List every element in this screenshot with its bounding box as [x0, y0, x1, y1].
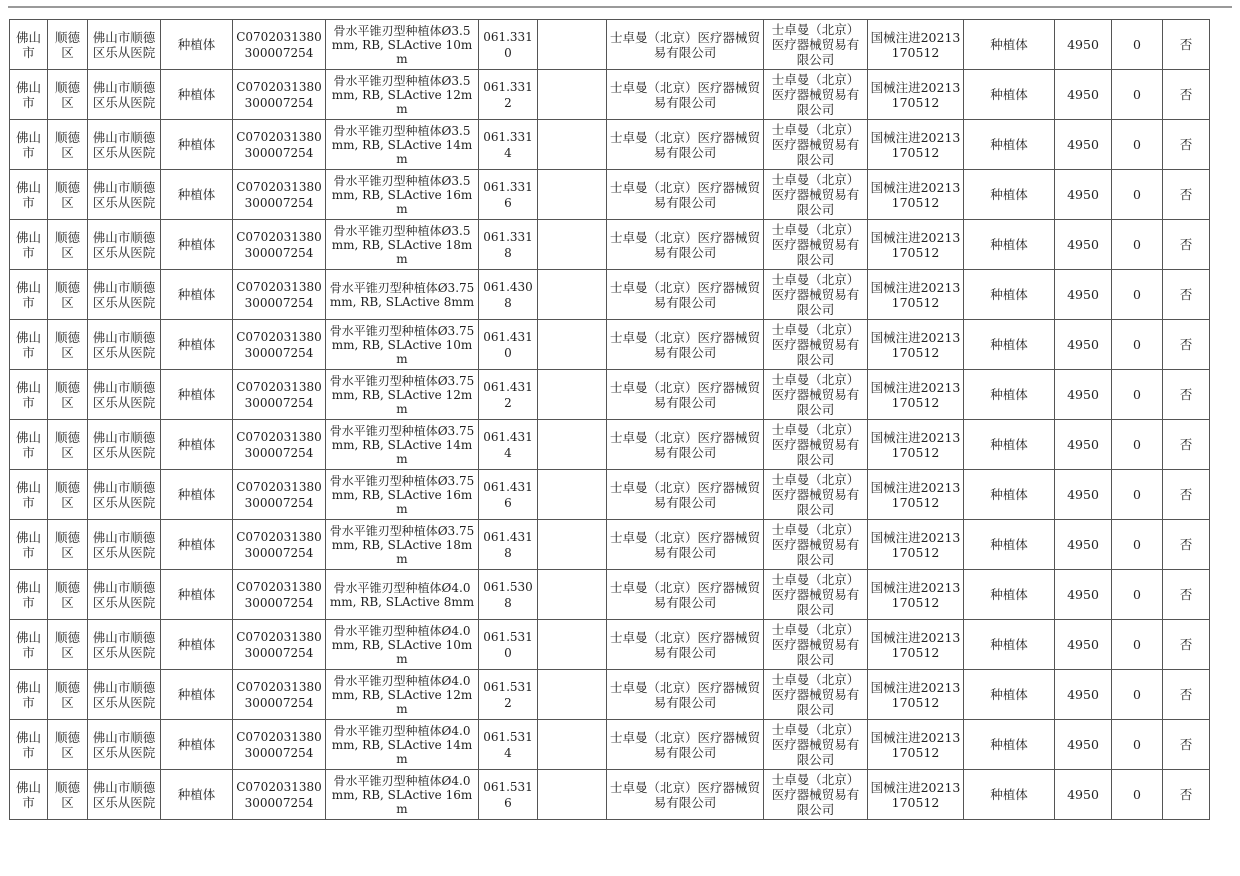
table-row: [10, 720, 1210, 770]
cell-supplier: 士卓曼（北京）医疗器械贸易有限公司: [607, 720, 764, 770]
cell-city: 佛山市: [10, 370, 48, 420]
cell-product-code: C0702031380300007254: [233, 170, 326, 220]
cell-registration-number: 国械注进20213170512: [868, 170, 964, 220]
cell-flag: 否: [1163, 720, 1210, 770]
table-row: [10, 20, 1210, 70]
cell-district: 顺德区: [48, 370, 88, 420]
cell-batch: [538, 670, 607, 720]
cell-model-number: 061.3316: [479, 170, 538, 220]
table-row: [10, 770, 1210, 820]
cell-product-code: C0702031380300007254: [233, 220, 326, 270]
cell-registrant: 士卓曼（北京）医疗器械贸易有限公司: [764, 370, 868, 420]
table-row: [10, 170, 1210, 220]
cell-flag: 否: [1163, 620, 1210, 670]
cell-model-number: 061.5310: [479, 620, 538, 670]
cell-specification: 骨水平锥刃型种植体Ø3.75mm, RB, SLActive 18mm: [326, 520, 479, 570]
cell-district: 顺德区: [48, 620, 88, 670]
cell-registrant: 士卓曼（北京）医疗器械贸易有限公司: [764, 470, 868, 520]
cell-registration-number: 国械注进20213170512: [868, 570, 964, 620]
cell-batch: [538, 720, 607, 770]
cell-price: 4950: [1055, 420, 1112, 470]
cell-hospital: 佛山市顺德区乐从医院: [88, 570, 161, 620]
cell-product-name: 种植体: [964, 120, 1055, 170]
cell-quantity: 0: [1112, 270, 1163, 320]
cell-quantity: 0: [1112, 20, 1163, 70]
cell-price: 4950: [1055, 220, 1112, 270]
cell-batch: [538, 470, 607, 520]
cell-quantity: 0: [1112, 470, 1163, 520]
cell-product-name: 种植体: [964, 520, 1055, 570]
cell-hospital: 佛山市顺德区乐从医院: [88, 270, 161, 320]
cell-city: 佛山市: [10, 570, 48, 620]
cell-product-name: 种植体: [964, 720, 1055, 770]
cell-hospital: 佛山市顺德区乐从医院: [88, 520, 161, 570]
cell-city: 佛山市: [10, 20, 48, 70]
cell-quantity: 0: [1112, 520, 1163, 570]
cell-product-name: 种植体: [964, 320, 1055, 370]
cell-district: 顺德区: [48, 520, 88, 570]
cell-registrant: 士卓曼（北京）医疗器械贸易有限公司: [764, 620, 868, 670]
cell-registration-number: 国械注进20213170512: [868, 320, 964, 370]
cell-specification: 骨水平锥刃型种植体Ø3.75mm, RB, SLActive 14mm: [326, 420, 479, 470]
cell-batch: [538, 220, 607, 270]
cell-flag: 否: [1163, 70, 1210, 120]
cell-category: 种植体: [161, 170, 233, 220]
cell-model-number: 061.5316: [479, 770, 538, 820]
cell-product-code: C0702031380300007254: [233, 720, 326, 770]
cell-specification: 骨水平锥刃型种植体Ø3.5mm, RB, SLActive 10mm: [326, 20, 479, 70]
cell-city: 佛山市: [10, 620, 48, 670]
cell-district: 顺德区: [48, 170, 88, 220]
cell-hospital: 佛山市顺德区乐从医院: [88, 420, 161, 470]
cell-product-code: C0702031380300007254: [233, 570, 326, 620]
cell-product-code: C0702031380300007254: [233, 270, 326, 320]
cell-category: 种植体: [161, 70, 233, 120]
cell-category: 种植体: [161, 20, 233, 70]
table-row: [10, 320, 1210, 370]
cell-registrant: 士卓曼（北京）医疗器械贸易有限公司: [764, 220, 868, 270]
cell-price: 4950: [1055, 270, 1112, 320]
cell-specification: 骨水平锥刃型种植体Ø4.0mm, RB, SLActive 14mm: [326, 720, 479, 770]
cell-price: 4950: [1055, 120, 1112, 170]
cell-registration-number: 国械注进20213170512: [868, 470, 964, 520]
cell-registration-number: 国械注进20213170512: [868, 520, 964, 570]
cell-district: 顺德区: [48, 720, 88, 770]
cell-specification: 骨水平锥刃型种植体Ø4.0mm, RB, SLActive 16mm: [326, 770, 479, 820]
cell-price: 4950: [1055, 320, 1112, 370]
cell-price: 4950: [1055, 570, 1112, 620]
cell-registrant: 士卓曼（北京）医疗器械贸易有限公司: [764, 320, 868, 370]
table-row: [10, 420, 1210, 470]
cell-quantity: 0: [1112, 370, 1163, 420]
cell-category: 种植体: [161, 770, 233, 820]
cell-flag: 否: [1163, 520, 1210, 570]
cell-product-name: 种植体: [964, 20, 1055, 70]
cell-category: 种植体: [161, 720, 233, 770]
cell-batch: [538, 620, 607, 670]
cell-city: 佛山市: [10, 70, 48, 120]
cell-specification: 骨水平锥刃型种植体Ø3.75mm, RB, SLActive 8mm: [326, 270, 479, 320]
cell-category: 种植体: [161, 320, 233, 370]
cell-product-name: 种植体: [964, 670, 1055, 720]
cell-quantity: 0: [1112, 120, 1163, 170]
cell-specification: 骨水平锥刃型种植体Ø3.75mm, RB, SLActive 10mm: [326, 320, 479, 370]
cell-category: 种植体: [161, 570, 233, 620]
cell-district: 顺德区: [48, 220, 88, 270]
cell-category: 种植体: [161, 520, 233, 570]
cell-specification: 骨水平锥刃型种植体Ø3.5mm, RB, SLActive 12mm: [326, 70, 479, 120]
cell-price: 4950: [1055, 170, 1112, 220]
cell-product-code: C0702031380300007254: [233, 320, 326, 370]
cell-district: 顺德区: [48, 470, 88, 520]
cell-model-number: 061.5314: [479, 720, 538, 770]
cell-price: 4950: [1055, 470, 1112, 520]
cell-supplier: 士卓曼（北京）医疗器械贸易有限公司: [607, 420, 764, 470]
cell-flag: 否: [1163, 570, 1210, 620]
cell-supplier: 士卓曼（北京）医疗器械贸易有限公司: [607, 120, 764, 170]
cell-registration-number: 国械注进20213170512: [868, 770, 964, 820]
cell-price: 4950: [1055, 70, 1112, 120]
cell-model-number: 061.4318: [479, 520, 538, 570]
cell-supplier: 士卓曼（北京）医疗器械贸易有限公司: [607, 520, 764, 570]
cell-registrant: 士卓曼（北京）医疗器械贸易有限公司: [764, 520, 868, 570]
cell-batch: [538, 520, 607, 570]
cell-supplier: 士卓曼（北京）医疗器械贸易有限公司: [607, 320, 764, 370]
cell-registration-number: 国械注进20213170512: [868, 120, 964, 170]
cell-specification: 骨水平锥刃型种植体Ø3.75mm, RB, SLActive 16mm: [326, 470, 479, 520]
cell-product-name: 种植体: [964, 270, 1055, 320]
cell-product-code: C0702031380300007254: [233, 770, 326, 820]
cell-category: 种植体: [161, 420, 233, 470]
cell-price: 4950: [1055, 670, 1112, 720]
cell-registrant: 士卓曼（北京）医疗器械贸易有限公司: [764, 70, 868, 120]
cell-hospital: 佛山市顺德区乐从医院: [88, 20, 161, 70]
cell-category: 种植体: [161, 670, 233, 720]
cell-registration-number: 国械注进20213170512: [868, 620, 964, 670]
cell-hospital: 佛山市顺德区乐从医院: [88, 370, 161, 420]
cell-quantity: 0: [1112, 720, 1163, 770]
cell-district: 顺德区: [48, 70, 88, 120]
cell-product-code: C0702031380300007254: [233, 470, 326, 520]
cell-registrant: 士卓曼（北京）医疗器械贸易有限公司: [764, 120, 868, 170]
cell-price: 4950: [1055, 370, 1112, 420]
cell-district: 顺德区: [48, 670, 88, 720]
cell-hospital: 佛山市顺德区乐从医院: [88, 220, 161, 270]
cell-quantity: 0: [1112, 670, 1163, 720]
cell-batch: [538, 120, 607, 170]
cell-city: 佛山市: [10, 520, 48, 570]
cell-category: 种植体: [161, 370, 233, 420]
cell-registration-number: 国械注进20213170512: [868, 270, 964, 320]
cell-flag: 否: [1163, 420, 1210, 470]
cell-supplier: 士卓曼（北京）医疗器械贸易有限公司: [607, 370, 764, 420]
cell-flag: 否: [1163, 670, 1210, 720]
cell-specification: 骨水平锥刃型种植体Ø3.5mm, RB, SLActive 16mm: [326, 170, 479, 220]
table-row: [10, 370, 1210, 420]
cell-product-name: 种植体: [964, 70, 1055, 120]
cell-supplier: 士卓曼（北京）医疗器械贸易有限公司: [607, 770, 764, 820]
cell-category: 种植体: [161, 470, 233, 520]
cell-flag: 否: [1163, 770, 1210, 820]
cell-product-code: C0702031380300007254: [233, 620, 326, 670]
table-row: [10, 220, 1210, 270]
cell-quantity: 0: [1112, 70, 1163, 120]
cell-registrant: 士卓曼（北京）医疗器械贸易有限公司: [764, 720, 868, 770]
cell-product-code: C0702031380300007254: [233, 120, 326, 170]
cell-city: 佛山市: [10, 320, 48, 370]
cell-model-number: 061.4308: [479, 270, 538, 320]
cell-product-name: 种植体: [964, 170, 1055, 220]
cell-registrant: 士卓曼（北京）医疗器械贸易有限公司: [764, 420, 868, 470]
cell-quantity: 0: [1112, 420, 1163, 470]
cell-quantity: 0: [1112, 570, 1163, 620]
cell-registration-number: 国械注进20213170512: [868, 670, 964, 720]
cell-district: 顺德区: [48, 120, 88, 170]
cell-hospital: 佛山市顺德区乐从医院: [88, 770, 161, 820]
cell-registration-number: 国械注进20213170512: [868, 70, 964, 120]
cell-hospital: 佛山市顺德区乐从医院: [88, 620, 161, 670]
cell-model-number: 061.5308: [479, 570, 538, 620]
cell-city: 佛山市: [10, 120, 48, 170]
cell-flag: 否: [1163, 270, 1210, 320]
cell-specification: 骨水平锥刃型种植体Ø3.5mm, RB, SLActive 18mm: [326, 220, 479, 270]
cell-district: 顺德区: [48, 20, 88, 70]
cell-hospital: 佛山市顺德区乐从医院: [88, 170, 161, 220]
cell-model-number: 061.3310: [479, 20, 538, 70]
cell-flag: 否: [1163, 470, 1210, 520]
cell-model-number: 061.4312: [479, 370, 538, 420]
cell-city: 佛山市: [10, 270, 48, 320]
cell-model-number: 061.5312: [479, 670, 538, 720]
cell-registration-number: 国械注进20213170512: [868, 420, 964, 470]
cell-model-number: 061.4316: [479, 470, 538, 520]
cell-category: 种植体: [161, 220, 233, 270]
cell-city: 佛山市: [10, 720, 48, 770]
cell-supplier: 士卓曼（北京）医疗器械贸易有限公司: [607, 670, 764, 720]
cell-price: 4950: [1055, 520, 1112, 570]
cell-model-number: 061.4310: [479, 320, 538, 370]
cell-district: 顺德区: [48, 570, 88, 620]
cell-district: 顺德区: [48, 320, 88, 370]
cell-product-name: 种植体: [964, 470, 1055, 520]
cell-city: 佛山市: [10, 220, 48, 270]
cell-registration-number: 国械注进20213170512: [868, 720, 964, 770]
cell-quantity: 0: [1112, 170, 1163, 220]
table-row: [10, 120, 1210, 170]
cell-supplier: 士卓曼（北京）医疗器械贸易有限公司: [607, 220, 764, 270]
table-row: [10, 670, 1210, 720]
cell-hospital: 佛山市顺德区乐从医院: [88, 470, 161, 520]
cell-model-number: 061.3314: [479, 120, 538, 170]
cell-product-code: C0702031380300007254: [233, 670, 326, 720]
cell-hospital: 佛山市顺德区乐从医院: [88, 670, 161, 720]
page-top-rule: [8, 6, 1232, 8]
cell-registration-number: 国械注进20213170512: [868, 20, 964, 70]
cell-batch: [538, 170, 607, 220]
table-row: [10, 70, 1210, 120]
cell-batch: [538, 270, 607, 320]
cell-registration-number: 国械注进20213170512: [868, 370, 964, 420]
table-row: [10, 470, 1210, 520]
procurement-table: [9, 19, 1210, 820]
cell-product-code: C0702031380300007254: [233, 370, 326, 420]
cell-price: 4950: [1055, 770, 1112, 820]
cell-product-name: 种植体: [964, 220, 1055, 270]
cell-quantity: 0: [1112, 620, 1163, 670]
table-row: [10, 620, 1210, 670]
cell-city: 佛山市: [10, 670, 48, 720]
cell-model-number: 061.3318: [479, 220, 538, 270]
cell-batch: [538, 420, 607, 470]
cell-category: 种植体: [161, 620, 233, 670]
cell-flag: 否: [1163, 320, 1210, 370]
cell-product-code: C0702031380300007254: [233, 70, 326, 120]
cell-batch: [538, 70, 607, 120]
cell-product-name: 种植体: [964, 770, 1055, 820]
cell-flag: 否: [1163, 170, 1210, 220]
cell-city: 佛山市: [10, 420, 48, 470]
cell-registrant: 士卓曼（北京）医疗器械贸易有限公司: [764, 170, 868, 220]
table-body: [10, 20, 1210, 820]
cell-city: 佛山市: [10, 770, 48, 820]
cell-batch: [538, 370, 607, 420]
cell-registrant: 士卓曼（北京）医疗器械贸易有限公司: [764, 270, 868, 320]
cell-city: 佛山市: [10, 170, 48, 220]
cell-supplier: 士卓曼（北京）医疗器械贸易有限公司: [607, 170, 764, 220]
cell-model-number: 061.3312: [479, 70, 538, 120]
cell-hospital: 佛山市顺德区乐从医院: [88, 720, 161, 770]
cell-district: 顺德区: [48, 420, 88, 470]
cell-flag: 否: [1163, 370, 1210, 420]
cell-batch: [538, 770, 607, 820]
cell-specification: 骨水平锥刃型种植体Ø4.0mm, RB, SLActive 10mm: [326, 620, 479, 670]
cell-product-code: C0702031380300007254: [233, 520, 326, 570]
cell-supplier: 士卓曼（北京）医疗器械贸易有限公司: [607, 620, 764, 670]
cell-product-code: C0702031380300007254: [233, 20, 326, 70]
cell-batch: [538, 320, 607, 370]
cell-hospital: 佛山市顺德区乐从医院: [88, 120, 161, 170]
cell-registrant: 士卓曼（北京）医疗器械贸易有限公司: [764, 20, 868, 70]
cell-hospital: 佛山市顺德区乐从医院: [88, 320, 161, 370]
cell-specification: 骨水平锥刃型种植体Ø3.75mm, RB, SLActive 12mm: [326, 370, 479, 420]
cell-specification: 骨水平锥刃型种植体Ø4.0mm, RB, SLActive 12mm: [326, 670, 479, 720]
cell-registrant: 士卓曼（北京）医疗器械贸易有限公司: [764, 670, 868, 720]
cell-product-name: 种植体: [964, 620, 1055, 670]
cell-price: 4950: [1055, 20, 1112, 70]
cell-registrant: 士卓曼（北京）医疗器械贸易有限公司: [764, 570, 868, 620]
cell-supplier: 士卓曼（北京）医疗器械贸易有限公司: [607, 270, 764, 320]
cell-flag: 否: [1163, 20, 1210, 70]
cell-quantity: 0: [1112, 770, 1163, 820]
cell-district: 顺德区: [48, 270, 88, 320]
cell-product-code: C0702031380300007254: [233, 420, 326, 470]
cell-product-name: 种植体: [964, 570, 1055, 620]
cell-flag: 否: [1163, 120, 1210, 170]
cell-supplier: 士卓曼（北京）医疗器械贸易有限公司: [607, 570, 764, 620]
cell-quantity: 0: [1112, 220, 1163, 270]
cell-batch: [538, 570, 607, 620]
cell-supplier: 士卓曼（北京）医疗器械贸易有限公司: [607, 20, 764, 70]
cell-quantity: 0: [1112, 320, 1163, 370]
cell-registrant: 士卓曼（北京）医疗器械贸易有限公司: [764, 770, 868, 820]
table-row: [10, 270, 1210, 320]
cell-price: 4950: [1055, 720, 1112, 770]
cell-city: 佛山市: [10, 470, 48, 520]
cell-specification: 骨水平锥刃型种植体Ø4.0mm, RB, SLActive 8mm: [326, 570, 479, 620]
cell-product-name: 种植体: [964, 370, 1055, 420]
cell-category: 种植体: [161, 120, 233, 170]
cell-batch: [538, 20, 607, 70]
cell-flag: 否: [1163, 220, 1210, 270]
cell-price: 4950: [1055, 620, 1112, 670]
cell-specification: 骨水平锥刃型种植体Ø3.5mm, RB, SLActive 14mm: [326, 120, 479, 170]
table-row: [10, 570, 1210, 620]
cell-district: 顺德区: [48, 770, 88, 820]
cell-model-number: 061.4314: [479, 420, 538, 470]
table-row: [10, 520, 1210, 570]
cell-hospital: 佛山市顺德区乐从医院: [88, 70, 161, 120]
cell-registration-number: 国械注进20213170512: [868, 220, 964, 270]
cell-supplier: 士卓曼（北京）医疗器械贸易有限公司: [607, 70, 764, 120]
cell-product-name: 种植体: [964, 420, 1055, 470]
cell-supplier: 士卓曼（北京）医疗器械贸易有限公司: [607, 470, 764, 520]
cell-category: 种植体: [161, 270, 233, 320]
